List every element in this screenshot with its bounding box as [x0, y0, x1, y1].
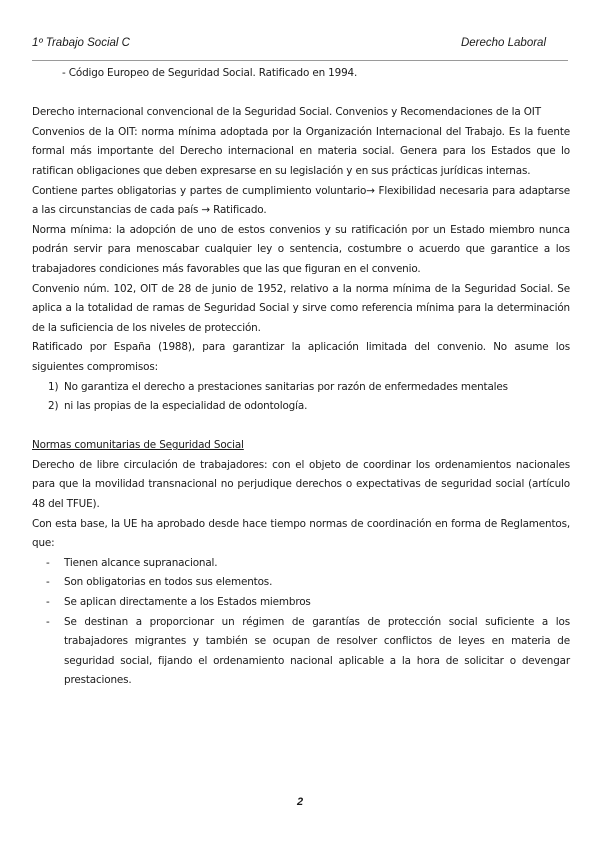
page-number: 2 — [296, 796, 304, 808]
page-header — [32, 37, 552, 53]
bullet-list — [32, 554, 570, 691]
document-body — [32, 64, 570, 691]
list-item-text: Se aplican directamente a los Estados miembros — [64, 596, 311, 609]
list-item — [32, 378, 570, 398]
list-item — [32, 613, 570, 691]
list-item-text: No garantiza el derecho a prestaciones sanitarias por razón de enfermedades mentales — [64, 380, 508, 393]
dash-bullet: - — [46, 596, 50, 609]
numbered-list — [32, 378, 570, 417]
list-item — [32, 593, 570, 613]
header-rule — [32, 60, 568, 61]
paragraph-convenios-oit: Convenios de la OIT: norma mínima adoptada por la Organización Internacional del Trabajo. Es la fuente formal más importante del Derecho internacional en materia social. Genera para los Estados que lo ratifican obligaciones que deben expresarse en su legislación y en sus prácticas jurídicas internas. — [32, 125, 570, 177]
list-item-text: Se destinan a proporcionar un régimen de garantías de protección social suficiente a los trabajadores migrantes y también se ocupan de resolver conflictos de leyes en materia de seguridad social, fijando el ordenamiento nacional aplicable a la hora de solicitar o devengar prestaciones. — [64, 615, 570, 687]
spacer — [32, 417, 570, 437]
list-item — [32, 554, 570, 574]
list-item — [32, 573, 570, 593]
paragraph-norma-minima: Norma mínima: la adopción de uno de estos convenios y su ratificación por un Estado miembro nunca podrán servir para menoscabar cualquier ley o sentencia, costumbre o acuerdo que garantice a los trabajadores condiciones más favorables que las que figuran en el convenio. — [32, 223, 570, 275]
dash-bullet: - — [46, 556, 50, 569]
section-title-oit: Derecho internacional convencional de la Seguridad Social. Convenios y Recomendaciones de la OIT — [32, 106, 541, 119]
header-course: 1º Trabajo Social C — [32, 37, 130, 49]
list-item-number: 1) — [48, 380, 59, 393]
paragraph-partes: Contiene partes obligatorias y partes de cumplimiento voluntario→ Flexibilidad necesaria para adaptarse a las circunstancias de cada país → Ratificado. — [32, 184, 570, 217]
list-item-text: Tienen alcance supranacional. — [64, 556, 218, 569]
heading-text: Normas comunitarias de Seguridad Social — [32, 439, 244, 452]
list-item — [32, 397, 570, 417]
paragraph-libre-circulacion: Derecho de libre circulación de trabajadores: con el objeto de coordinar los ordenamientos nacionales para que la movilidad transnacional no perjudique derechos o expectativas de seguridad social (artículo 48 del TFUE). — [32, 458, 570, 511]
list-item-number: 2) — [48, 400, 59, 413]
header-subject: Derecho Laboral — [460, 37, 546, 49]
dash-bullet: - — [46, 576, 50, 589]
list-item-codigo-europeo: - Código Europeo de Seguridad Social. Ratificado en 1994. — [62, 67, 358, 79]
list-item-text: ni las propias de la especialidad de odontología. — [64, 400, 308, 413]
list-item-text: Son obligatorias en todos sus elementos. — [64, 576, 273, 589]
paragraph-reglamentos: Con esta base, la UE ha aprobado desde hace tiempo normas de coordinación en forma de Reglamentos, que: — [32, 517, 570, 550]
dash-bullet: - — [46, 615, 50, 628]
section-heading-normas-comunitarias — [32, 436, 570, 456]
spacer — [32, 84, 570, 104]
paragraph-convenio-102: Convenio núm. 102, OIT de 28 de junio de 1952, relativo a la norma mínima de la Seguridad Social. Se aplica a la totalidad de ramas de Seguridad Social y sirve como referencia mínima para la determinación de la suficiencia de los niveles de protección. — [32, 282, 570, 334]
paragraph-ratificado-espana: Ratificado por España (1988), para garantizar la aplicación limitada del convenio. No asume los siguientes compromisos: — [32, 341, 570, 373]
